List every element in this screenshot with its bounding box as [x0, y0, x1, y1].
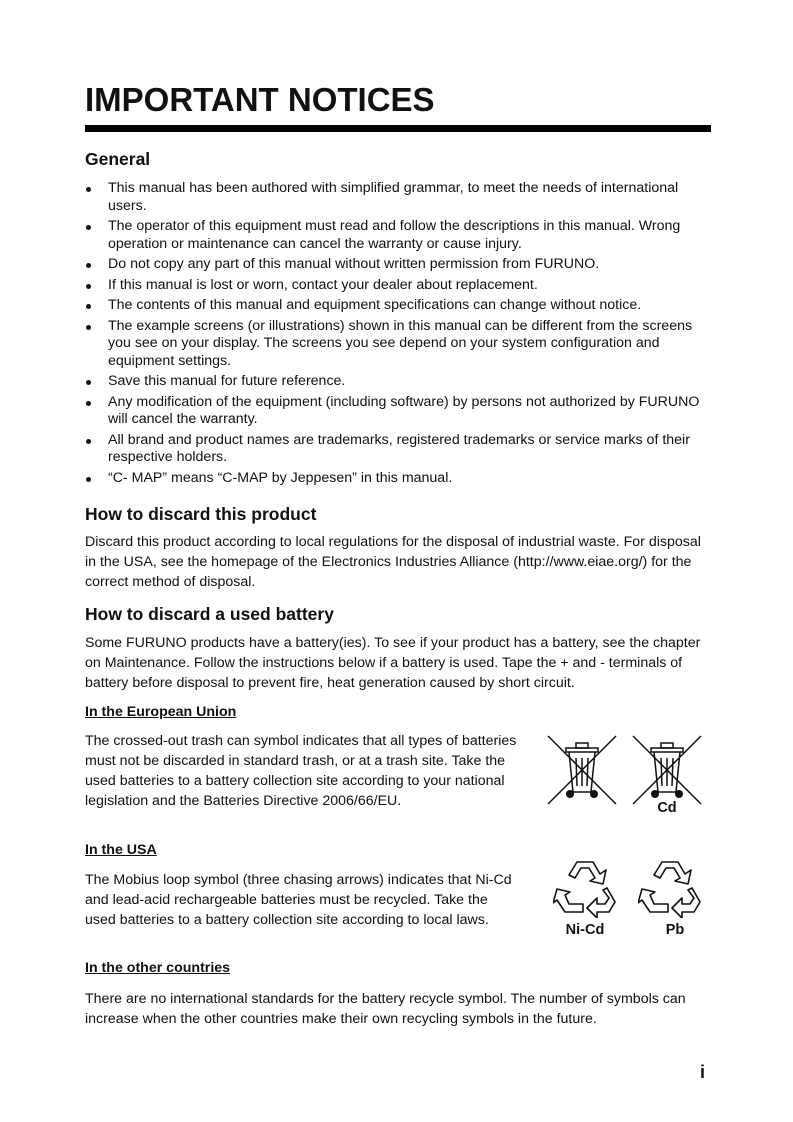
eu-heading: In the European Union [85, 704, 237, 720]
mobius-loop-recycle-icon [553, 856, 617, 918]
bullet-icon [86, 225, 91, 230]
pb-label: Pb [665, 922, 685, 938]
bullet-icon [86, 187, 91, 192]
discard-battery-text: Some FURUNO products have a battery(ies). To see if your product has a battery, see the chapter on Maintenance. Follow the instructions below if a battery is used. Tape the + and - terminals of battery before disposal to prevent fire, heat generation caused by short circuit. [85, 635, 701, 691]
bullet-icon [86, 284, 91, 289]
bullet-icon [86, 477, 91, 482]
other-countries-text: There are no international standards for the battery recycle symbol. The number of symbols can increase when the other countries make their own recycling symbols in the future. [85, 991, 686, 1027]
page-number: i [700, 1062, 706, 1082]
crossed-out-trash-can-icon [546, 734, 618, 806]
cd-label: Cd [657, 800, 677, 816]
ni-cd-label: Ni-Cd [565, 922, 605, 938]
usa-text: The Mobius loop symbol (three chasing arrows) indicates that Ni-Cd and lead-acid rechargeable batteries must be recycled. Take the used batteries to a battery collection site according to local laws. [85, 872, 512, 928]
list-item: The contents of this manual and equipment specifications can change without notice. [85, 297, 711, 315]
discard-product-text: Discard this product according to local regulations for the disposal of industrial waste. For disposal in the USA, see the homepage of the Electronics Industries Alliance (http://www.eiae.org/) for the correct method of disposal. [85, 534, 701, 590]
bullet-icon [86, 401, 91, 406]
general-list [85, 180, 711, 490]
other-countries-heading: In the other countries [85, 960, 231, 976]
usa-heading: In the USA [85, 842, 157, 858]
list-item: The operator of this equipment must read and follow the descriptions in this manual. Wrong operation or maintenance can cancel the warranty or cause injury. [85, 218, 711, 253]
bullet-icon [86, 304, 91, 309]
general-heading: General [85, 149, 151, 169]
list-item: If this manual is lost or worn, contact your dealer about replacement. [85, 277, 711, 295]
bullet-icon [86, 263, 91, 268]
list-item: Any modification of the equipment (including software) by persons not authorized by FURUNO will cancel the warranty. [85, 394, 711, 429]
list-item: The example screens (or illustrations) shown in this manual can be different from the screens you see on your display. The screens you see depend on your system configuration and equipment settings. [85, 318, 711, 371]
crossed-out-trash-can-cd-icon [631, 734, 703, 806]
mobius-loop-recycle-pb-icon [638, 856, 702, 918]
bullet-icon [86, 380, 91, 385]
bullet-icon [86, 439, 91, 444]
eu-text: The crossed-out trash can symbol indicates that all types of batteries must not be discarded in standard trash, or at a trash site. Take the used batteries to a battery collection site according to your national legislation and the Batteries Directive 2006/66/EU. [85, 733, 517, 809]
title-rule [85, 125, 711, 132]
list-item: Do not copy any part of this manual without written permission from FURUNO. [85, 256, 711, 274]
list-item: “C- MAP” means “C-MAP by Jeppesen” in this manual. [85, 470, 711, 488]
discard-product-heading: How to discard this product [85, 504, 317, 524]
list-item: All brand and product names are trademarks, registered trademarks or service marks of their respective holders. [85, 432, 711, 467]
bullet-icon [86, 325, 91, 330]
list-item: This manual has been authored with simplified grammar, to meet the needs of international users. [85, 180, 711, 215]
page-title: IMPORTANT NOTICES [85, 81, 435, 118]
list-item: Save this manual for future reference. [85, 373, 711, 391]
discard-battery-heading: How to discard a used battery [85, 604, 334, 624]
